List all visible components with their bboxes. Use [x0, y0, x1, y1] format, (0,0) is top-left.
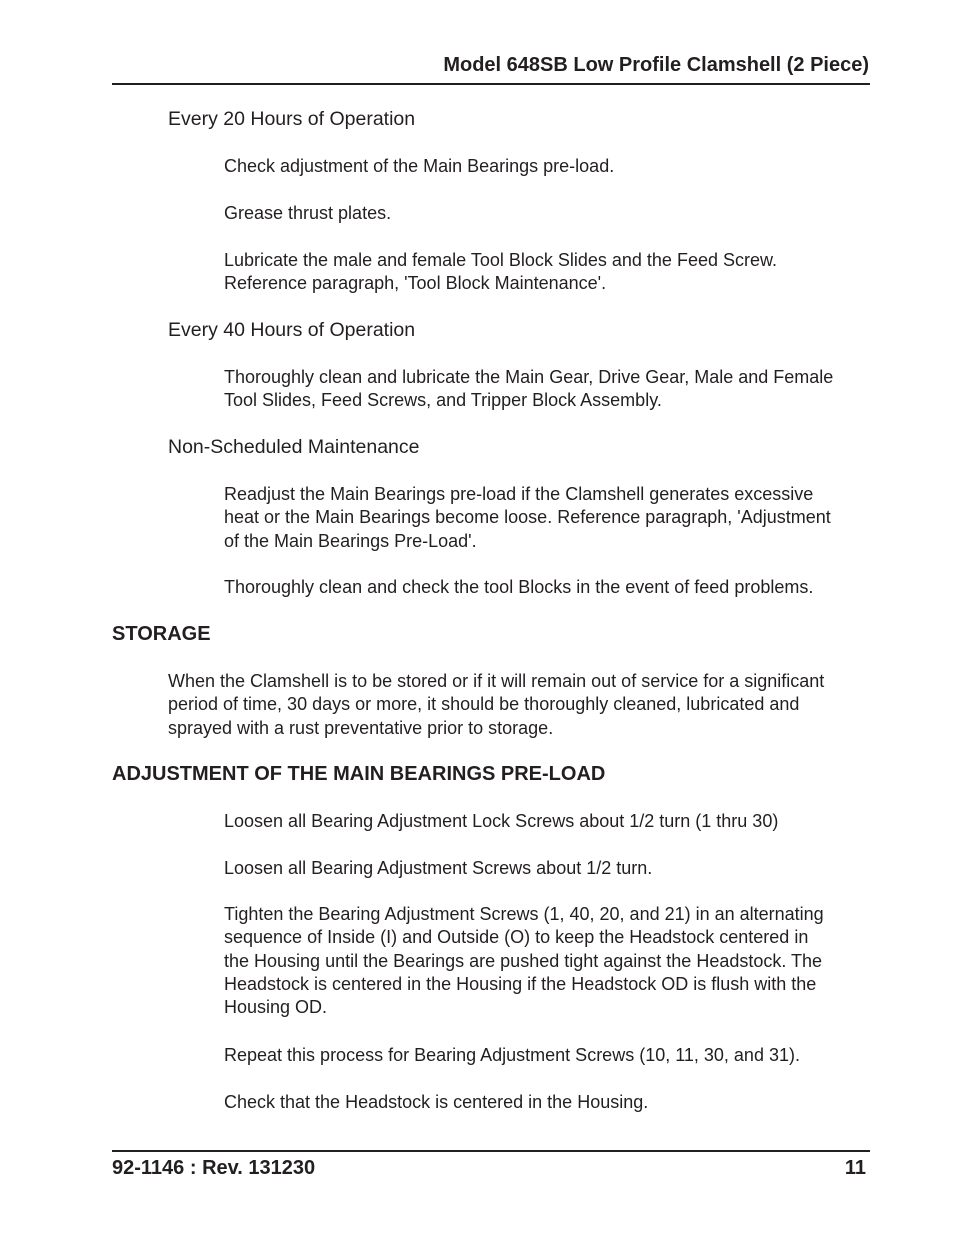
maintenance-item: [224, 576, 813, 599]
maintenance-item: [224, 249, 777, 296]
step-line: Check that the Headstock is centered in the Housing.: [224, 1092, 649, 1112]
step-line: Headstock is centered in the Housing if the Headstock OD is flush with the: [224, 973, 817, 994]
item-line: Reference paragraph, 'Tool Block Maintenance'.: [224, 273, 607, 294]
item-line: Check adjustment of the Main Bearings pre-load.: [224, 156, 615, 176]
maintenance-item: [224, 155, 614, 178]
paragraph-line: period of time, 30 days or more, it should be thoroughly cleaned, lubricated and: [168, 694, 800, 715]
adjustment-step: [224, 903, 824, 1019]
step-line: Repeat this process for Bearing Adjustment Screws (10, 11, 30, and 31).: [224, 1045, 800, 1065]
step-line: sequence of Inside (I) and Outside (O) to keep the Headstock centered in: [224, 927, 809, 948]
item-line: of the Main Bearings Pre-Load'.: [224, 530, 477, 551]
maintenance-item: [224, 366, 833, 413]
step-line: the Housing until the Bearings are pushed tight against the Headstock. The: [224, 950, 823, 971]
item-line: heat or the Main Bearings become loose. Reference paragraph, 'Adjustment: [224, 507, 831, 528]
section-heading-non-scheduled: Non-Scheduled Maintenance: [168, 436, 420, 458]
footer-doc-number: 92-1146 : Rev. 131230: [112, 1157, 316, 1179]
footer-page-number: 11: [844, 1157, 866, 1179]
section-heading-every-20-hours: Every 20 Hours of Operation: [168, 108, 416, 130]
section-heading-every-40-hours: Every 40 Hours of Operation: [168, 319, 416, 341]
page-footer: [112, 1150, 870, 1179]
item-line: Thoroughly clean and check the tool Blocks in the event of feed problems.: [224, 577, 814, 597]
maintenance-item: [224, 202, 391, 225]
adjustment-step: [224, 1044, 800, 1067]
paragraph-line: sprayed with a rust preventative prior to storage.: [168, 717, 554, 738]
step-line: Tighten the Bearing Adjustment Screws (1, 40, 20, and 21) in an alternating: [224, 904, 824, 924]
item-line: Lubricate the male and female Tool Block Slides and the Feed Screw.: [224, 250, 777, 270]
item-line: Tool Slides, Feed Screws, and Tripper Block Assembly.: [224, 390, 662, 411]
step-line: Loosen all Bearing Adjustment Lock Screws about 1/2 turn (1 thru 30): [224, 811, 779, 831]
step-line: Housing OD.: [224, 997, 328, 1018]
paragraph-line: When the Clamshell is to be stored or if it will remain out of service for a significant: [168, 671, 825, 691]
header-title: Model 648SB Low Profile Clamshell (2 Piece): [443, 54, 869, 76]
item-line: Thoroughly clean and lubricate the Main Gear, Drive Gear, Male and Female: [224, 367, 834, 387]
item-line: Grease thrust plates.: [224, 203, 392, 223]
maintenance-item: [224, 483, 831, 553]
storage-heading: STORAGE: [112, 623, 211, 645]
adjustment-step: [224, 857, 652, 880]
step-line: Loosen all Bearing Adjustment Screws about 1/2 turn.: [224, 858, 653, 878]
adjustment-heading: ADJUSTMENT OF THE MAIN BEARINGS PRE-LOAD: [112, 763, 606, 785]
storage-paragraph: [168, 670, 824, 740]
item-line: Readjust the Main Bearings pre-load if the Clamshell generates excessive: [224, 484, 814, 504]
adjustment-step: [224, 810, 778, 833]
adjustment-step: [224, 1091, 648, 1114]
page-header: [112, 52, 870, 85]
